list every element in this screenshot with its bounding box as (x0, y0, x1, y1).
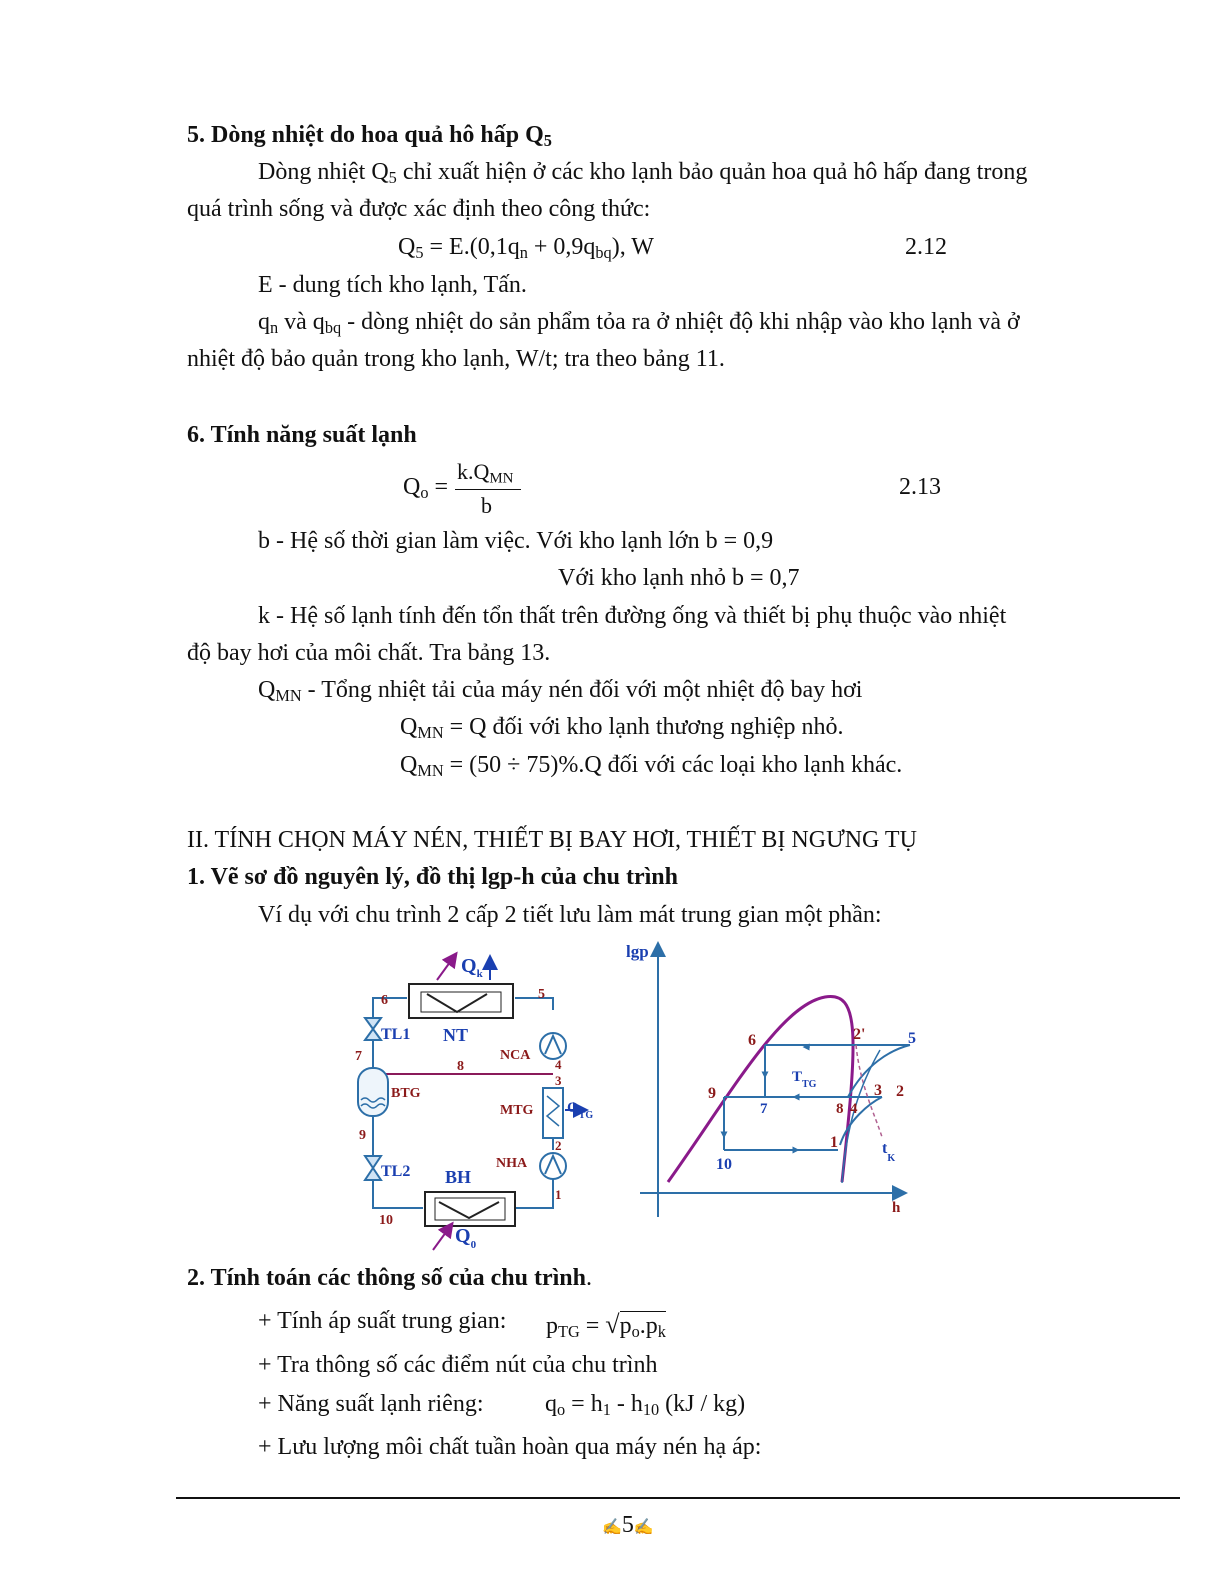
svg-text:BTG: BTG (391, 1086, 421, 1101)
valve-tl2-icon (365, 1156, 381, 1180)
svg-text:8: 8 (836, 1101, 844, 1117)
svg-text:TL1: TL1 (381, 1026, 411, 1043)
svg-text:9: 9 (708, 1085, 716, 1102)
cycle-schematic (345, 940, 615, 1260)
q0-arrow (433, 1228, 449, 1250)
e-definition: E - dung tích kho lạnh, Tấn. (258, 272, 527, 298)
formula-ptg: $p_{TG} = √p_o.p_k$ (546, 1310, 666, 1342)
svg-text:4: 4 (850, 1101, 858, 1117)
svg-text:6: 6 (748, 1032, 756, 1049)
section-5-paragraph-l2: quá trình sống và được xác định theo công thức: (187, 196, 651, 222)
formula-2-13-numerator: $k.Q_{MN}$ (457, 459, 514, 487)
svg-text:MTG: MTG (500, 1103, 534, 1118)
qmn-case-2: $Q_{MN} = (50 \div 75)\%.Q$ đối với các loại kho lạnh khác. (400, 752, 903, 781)
lgp-h-diagram (620, 935, 920, 1225)
formula-2-13-denominator: b (481, 493, 492, 518)
svg-text:7: 7 (355, 1049, 362, 1064)
intercooler-mtg-icon (543, 1088, 563, 1138)
formula-2-12: $Q_5 = E.(0,1q_n + 0,9q_{bq})$, W (398, 234, 654, 263)
svg-text:5: 5 (908, 1030, 916, 1047)
valve-tl1-icon (365, 1018, 381, 1040)
k-definition: k - Hệ số lạnh tính đến tổn thất trên đường ống và thiết bị phụ thuộc vào nhiệt (258, 603, 1007, 629)
section-6-heading: 6. Tính năng suất lạnh (187, 422, 417, 448)
part-2-section-1-heading: 1. Vẽ sơ đồ nguyên lý, đồ thị lgp-h của chu trình (187, 864, 678, 890)
evaporator-box (425, 1192, 515, 1226)
bullet-node-parameters: + Tra thông số các điểm nút của chu trình (258, 1352, 658, 1378)
formula-qo: $q_o = h_1 - h_{10}$ (kJ / kg) (545, 1391, 746, 1420)
svg-text:Q0: $Q_0$ (455, 1225, 477, 1251)
svg-text:3: 3 (874, 1082, 882, 1099)
svg-text:7: 7 (760, 1101, 768, 1117)
svg-text:6: 6 (381, 993, 388, 1008)
svg-text:2: 2 (555, 1138, 562, 1153)
svg-text:NHA: NHA (496, 1156, 528, 1171)
svg-text:NCA: NCA (500, 1048, 531, 1063)
b-definition: b - Hệ số thời gian làm việc. Với kho lạnh lớn b = 0,9 (258, 528, 774, 554)
bullet-mass-flow: + Lưu lượng môi chất tuần hoàn qua máy nén hạ áp: (258, 1434, 762, 1460)
page-number: ✍5✍ (602, 1512, 654, 1538)
pen-ornament-left-icon: ✍ (602, 1519, 622, 1536)
qmn-case-1: $Q_{MN} = Q$ đối với kho lạnh thương nghiệp nhỏ. (400, 714, 844, 743)
svg-text:10: 10 (379, 1213, 393, 1228)
separator-btg-icon (358, 1068, 388, 1116)
svg-text:tK: $t_K$ (882, 1140, 896, 1164)
svg-text:TTG: $T_{TG}$ (792, 1069, 817, 1090)
svg-text:3: 3 (555, 1073, 562, 1088)
svg-text:5: 5 (538, 987, 545, 1002)
svg-text:2: 2 (896, 1083, 904, 1100)
svg-text:NT: NT (443, 1025, 469, 1045)
part-2-title: II. TÍNH CHỌN MÁY NÉN, THIẾT BỊ BAY HƠI, THIẾT BỊ NGƯNG TỤ (187, 827, 917, 853)
bullet-specific-capacity: + Năng suất lạnh riêng: (258, 1391, 484, 1417)
condenser-box (409, 984, 513, 1018)
footer-rule (176, 1497, 1180, 1499)
svg-text:TL2: TL2 (381, 1163, 411, 1180)
formula-2-13-lhs: $Q_o$ = (403, 474, 449, 503)
q-definition-l2: nhiệt độ bảo quản trong kho lạnh, W/t; tra theo bảng 11. (187, 346, 725, 372)
equation-number-2-12: 2.12 (905, 234, 947, 260)
qmn-definition: $Q_{MN}$ - Tổng nhiệt tải của máy nén đối với một nhiệt độ bay hơi (258, 677, 863, 706)
svg-text:lgp: lgp (626, 942, 649, 961)
svg-text:10: 10 (716, 1156, 732, 1173)
svg-text:Qk: $Q_k$ (461, 955, 483, 980)
part-2-section-1-intro: Ví dụ với chu trình 2 cấp 2 tiết lưu làm mát trung gian một phần: (258, 902, 882, 928)
svg-text:QTG: $Q_{TG}$ (567, 1100, 594, 1121)
section-5-paragraph: Dòng nhiệt $Q_5$ chỉ xuất hiện ở các kho lạnh bảo quản hoa quả hô hấp đang trong (258, 159, 1028, 188)
k-definition-l2: độ bay hơi của môi chất. Tra bảng 13. (187, 640, 551, 666)
part-2-section-2-heading: 2. Tính toán các thông số của chu trình. (187, 1265, 592, 1291)
qk-arrow (437, 958, 453, 980)
pen-ornament-right-icon: ✍ (633, 1519, 654, 1536)
svg-text:1: 1 (555, 1187, 562, 1202)
fraction-bar (455, 489, 521, 490)
section-5-heading: 5. Dòng nhiệt do hoa quả hô hấp $Q_5$ (187, 122, 552, 151)
q-definition: $q_n$ và $q_{bq}$ - dòng nhiệt do sản phẩm tỏa ra ở nhiệt độ khi nhập vào kho lạnh và ở (258, 309, 1020, 338)
svg-text:4: 4 (555, 1057, 562, 1072)
svg-text:1: 1 (830, 1134, 838, 1151)
svg-text:h: h (892, 1200, 901, 1216)
svg-text:9: 9 (359, 1128, 366, 1143)
b-definition-2: Với kho lạnh nhỏ b = 0,7 (558, 565, 800, 591)
equation-number-2-13: 2.13 (899, 474, 941, 500)
bullet-intermediate-pressure: + Tính áp suất trung gian: (258, 1308, 507, 1334)
svg-text:8: 8 (457, 1059, 464, 1074)
svg-text:2': 2' (853, 1026, 866, 1043)
svg-text:BH: BH (445, 1167, 472, 1187)
saturation-dome (668, 996, 853, 1182)
